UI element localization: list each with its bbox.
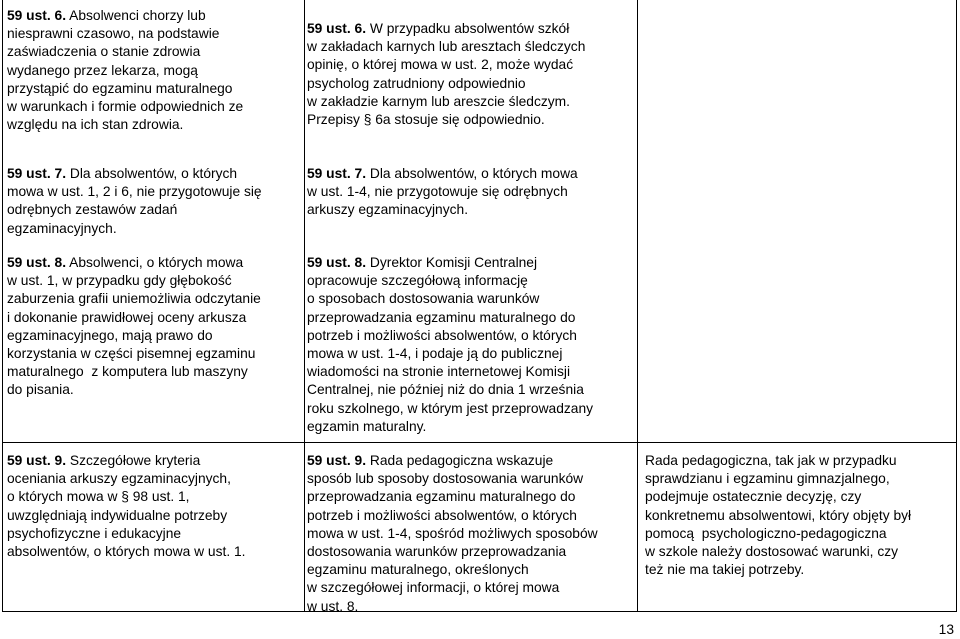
text-line: sposób lub sposoby dostosowania warunków — [307, 471, 584, 487]
cell-middle-ust8 — [307, 254, 593, 436]
row-divider — [2, 442, 957, 443]
cell-left-ust7 — [7, 165, 262, 238]
text-line: podejmuje ostatecznie decyzję, czy — [645, 489, 862, 505]
text-line: oceniania arkuszy egzaminacyjnych, — [7, 471, 231, 487]
text-line: w ust. 1, w przypadku gdy głębokość — [7, 273, 232, 289]
text-line: roku szkolnego, w którym jest przeprowadzany — [307, 400, 594, 416]
text-line: pomocą psychologiczno-pedagogiczna — [645, 525, 887, 541]
text-line: też nie ma takiej potrzeby. — [645, 562, 805, 578]
section-ref: 59 ust. 6. — [7, 8, 67, 23]
text-line: zaburzenia grafii uniemożliwia odczytanie — [7, 291, 261, 307]
text-line: Dyrektor Komisji Centralnej — [366, 255, 538, 270]
text-line: Rada pedagogiczna wskazuje — [366, 453, 554, 468]
cell-middle-ust9 — [307, 452, 598, 616]
section-ref: 59 ust. 9. — [7, 453, 67, 468]
text-line: o sposobach dostosowania warunków — [307, 291, 540, 307]
text-line: opracowuje szczegółową informację — [307, 273, 528, 289]
text-line: opinię, o której mowa w ust. 2, może wydać — [307, 57, 574, 73]
page-number: 13 — [938, 622, 954, 637]
cell-left-ust9 — [7, 452, 246, 561]
text-line: przeprowadzania egzaminu maturalnego do — [307, 309, 576, 325]
text-line: W przypadku absolwentów szkół — [366, 21, 570, 36]
section-ref: 59 ust. 9. — [307, 453, 367, 468]
text-line: egzaminu maturalnego, określonych — [307, 562, 529, 578]
column-divider-1 — [304, 0, 305, 612]
table-border-right — [956, 0, 957, 612]
text-line: uwzględniają indywidualne potrzeby — [7, 507, 228, 523]
section-ref: 59 ust. 7. — [307, 166, 367, 181]
text-line: mowa w ust. 1, 2 i 6, nie przygotowuje się — [7, 184, 262, 200]
text-line: arkuszy egzaminacyjnych. — [307, 202, 469, 218]
text-line: w szkole należy dostosować warunki, czy — [645, 544, 899, 560]
text-line: w ust. 1-4, nie przygotowuje się odrębnych — [307, 184, 568, 200]
text-line: przeprowadzania egzaminu maturalnego do — [307, 489, 576, 505]
text-line: Dla absolwentów, o których mowa — [366, 166, 578, 181]
text-line: maturalnego z komputera lub maszyny — [7, 364, 248, 380]
text-line: egzamin maturalny. — [307, 418, 427, 434]
section-ref: 59 ust. 7. — [7, 166, 67, 181]
text-line: egzaminacyjnego, mają prawo do — [7, 327, 213, 343]
text-line: potrzeb i możliwości absolwentów, o których — [307, 327, 577, 343]
text-line: Absolwenci, o których mowa — [66, 255, 244, 270]
text-line: mowa w ust. 1-4, spośród możliwych sposobów — [307, 525, 598, 541]
table-border-left — [2, 0, 3, 612]
text-line: w ust. 8. — [307, 598, 359, 614]
text-line: odrębnych zestawów zadań — [7, 202, 178, 218]
text-line: Szczegółowe kryteria — [66, 453, 201, 468]
text-line: konkretnemu absolwentowi, który objęty był — [645, 507, 912, 523]
text-line: niesprawni czasowo, na podstawie — [7, 26, 220, 42]
text-line: Centralnej, nie później niż do dnia 1 września — [307, 382, 584, 398]
text-line: przystąpić do egzaminu maturalnego — [7, 80, 233, 96]
section-ref: 59 ust. 6. — [307, 21, 367, 36]
cell-left-ust6 — [7, 7, 243, 134]
cell-left-ust8 — [7, 254, 261, 400]
text-line: korzystania w części pisemnej egzaminu — [7, 346, 256, 362]
text-line: egzaminacyjnych. — [7, 220, 117, 236]
text-line: absolwentów, o których mowa w ust. 1. — [7, 544, 246, 560]
text-line: wydanego przez lekarza, mogą — [7, 62, 198, 78]
text-line: Przepisy § 6a stosuje się odpowiednio. — [307, 112, 545, 128]
text-line: względu na ich stan zdrowia. — [7, 117, 184, 133]
cell-right-comment — [645, 452, 911, 579]
text-line: wiadomości na stronie internetowej Komisji — [307, 364, 571, 380]
text-line: psychofizyczne i edukacyjne — [7, 525, 182, 541]
text-line: Absolwenci chorzy lub — [66, 8, 206, 23]
cell-middle-ust7 — [307, 165, 578, 220]
text-line: o których mowa w § 98 ust. 1, — [7, 489, 190, 505]
text-line: dostosowania warunków przeprowadzania — [307, 544, 567, 560]
text-line: potrzeb i możliwości absolwentów, o których — [307, 507, 577, 523]
text-line: w warunkach i formie odpowiednich ze — [7, 99, 244, 115]
text-line: sprawdzianu i egzaminu gimnazjalnego, — [645, 471, 890, 487]
text-line: mowa w ust. 1-4, i podaje ją do publicznej — [307, 346, 563, 362]
text-line: i dokonanie prawidłowej oceny arkusza — [7, 309, 247, 325]
column-divider-2 — [637, 0, 638, 612]
text-line: w szczegółowej informacji, o której mowa — [307, 580, 560, 596]
text-line: do pisania. — [7, 382, 74, 398]
text-line: Rada pedagogiczna, tak jak w przypadku — [645, 453, 897, 468]
section-ref: 59 ust. 8. — [307, 255, 367, 270]
text-line: zaświadczenia o stanie zdrowia — [7, 44, 201, 60]
cell-middle-ust6 — [307, 20, 585, 129]
section-ref: 59 ust. 8. — [7, 255, 67, 270]
text-line: psycholog zatrudniony odpowiednio — [307, 75, 526, 91]
text-line: Dla absolwentów, o których — [66, 166, 238, 181]
text-line: w zakładach karnych lub aresztach śledczych — [307, 39, 586, 55]
text-line: w zakładzie karnym lub areszcie śledczym. — [307, 93, 570, 109]
